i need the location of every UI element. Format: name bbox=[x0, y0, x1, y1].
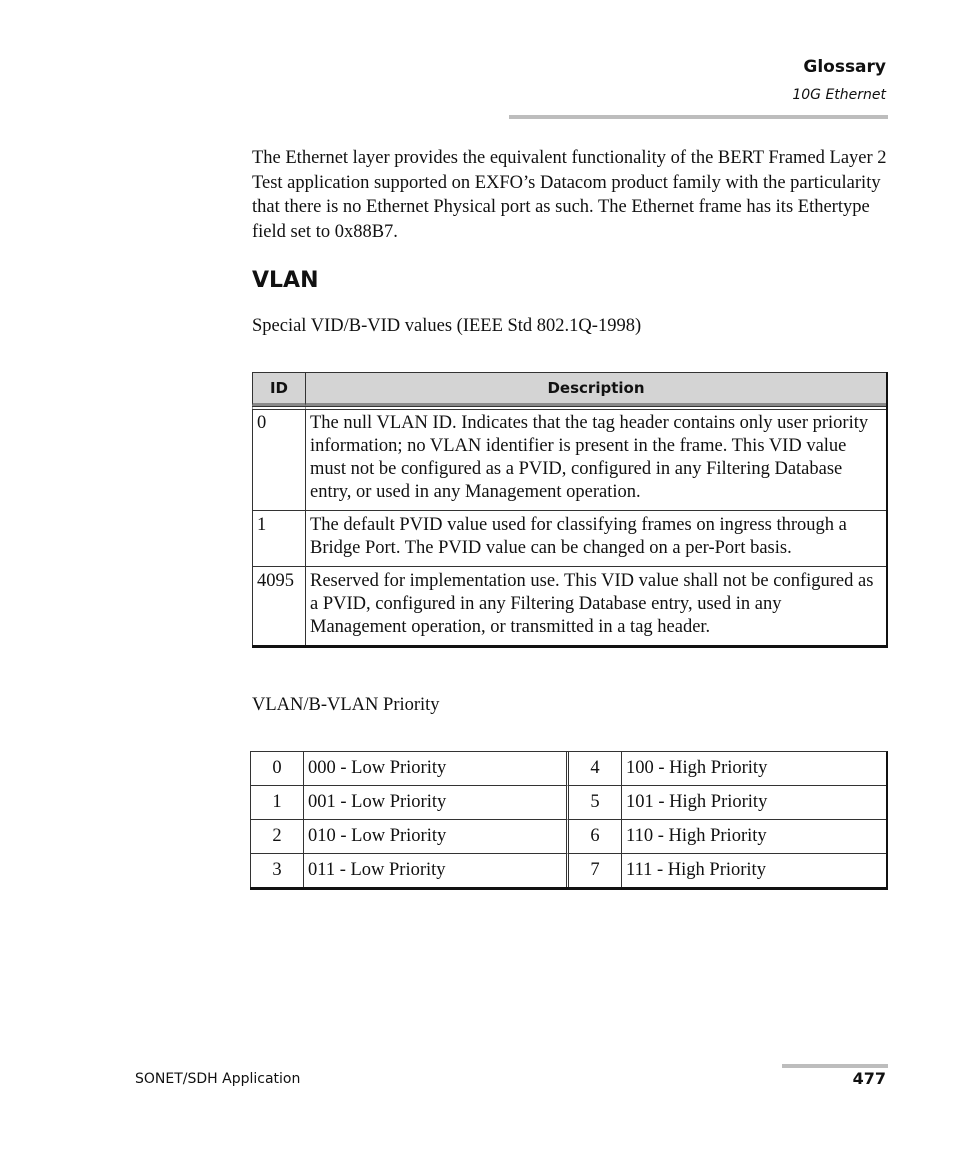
intro-paragraph: The Ethernet layer provides the equivalent functionality of the BERT Framed Layer 2 Test application supported on EXFO’s Datacom product family with the particularity that there is no Ethernet Physical port as such. The Ethernet frame has its Ethertype field set to 0x88B7. bbox=[252, 148, 887, 242]
vid-table bbox=[252, 372, 888, 648]
vid-id-cell: 4095 bbox=[252, 566, 305, 645]
priority-number-cell: 2 bbox=[250, 820, 303, 854]
priority-number-cell: 5 bbox=[566, 786, 621, 820]
footer-rule bbox=[782, 1064, 888, 1068]
priority-number-cell: 0 bbox=[250, 752, 303, 786]
priority-label-cell: 110 - High Priority bbox=[621, 820, 886, 854]
vid-id-cell: 0 bbox=[252, 406, 305, 510]
table-row bbox=[250, 752, 886, 786]
page-number: 477 bbox=[852, 1069, 886, 1088]
priority-number-cell: 6 bbox=[566, 820, 621, 854]
header-title: Glossary bbox=[803, 57, 886, 77]
vid-table-header-row bbox=[252, 372, 886, 406]
priority-table-caption: VLAN/B-VLAN Priority bbox=[252, 695, 440, 715]
vid-description-cell: The null VLAN ID. Indicates that the tag header contains only user priority information; no VLAN identifier is present in the frame. This VID value must not be configured as a PVID, configured in any Filtering Database entry, or used in any Management operation. bbox=[305, 406, 886, 510]
priority-number-cell: 7 bbox=[566, 854, 621, 887]
table-row bbox=[250, 786, 886, 820]
priority-label-cell: 001 - Low Priority bbox=[303, 786, 566, 820]
table-row bbox=[250, 820, 886, 854]
priority-number-cell: 3 bbox=[250, 854, 303, 887]
priority-label-cell: 000 - Low Priority bbox=[303, 752, 566, 786]
priority-label-cell: 010 - Low Priority bbox=[303, 820, 566, 854]
priority-number-cell: 1 bbox=[250, 786, 303, 820]
priority-label-cell: 111 - High Priority bbox=[621, 854, 886, 887]
table-row bbox=[250, 854, 886, 887]
priority-number-cell: 4 bbox=[566, 752, 621, 786]
header-subtitle: 10G Ethernet bbox=[792, 87, 886, 103]
priority-label-cell: 101 - High Priority bbox=[621, 786, 886, 820]
table-row bbox=[252, 566, 886, 645]
priority-table bbox=[250, 751, 888, 890]
col-header-id: ID bbox=[252, 372, 305, 406]
table-row bbox=[252, 510, 886, 566]
section-heading: VLAN bbox=[252, 268, 319, 293]
priority-label-cell: 011 - Low Priority bbox=[303, 854, 566, 887]
footer-document-title: SONET/SDH Application bbox=[135, 1071, 301, 1087]
header-rule bbox=[509, 115, 888, 119]
vid-description-cell: The default PVID value used for classifying frames on ingress through a Bridge Port. The PVID value can be changed on a per-Port basis. bbox=[305, 510, 886, 566]
vid-table-caption: Special VID/B-VID values (IEEE Std 802.1Q-1998) bbox=[252, 316, 642, 336]
table-row bbox=[252, 406, 886, 510]
priority-label-cell: 100 - High Priority bbox=[621, 752, 886, 786]
vid-description-cell: Reserved for implementation use. This VID value shall not be configured as a PVID, configured in any Filtering Database entry, used in any Management operation, or transmitted in a tag header. bbox=[305, 566, 886, 645]
vid-id-cell: 1 bbox=[252, 510, 305, 566]
col-header-description: Description bbox=[305, 372, 886, 406]
